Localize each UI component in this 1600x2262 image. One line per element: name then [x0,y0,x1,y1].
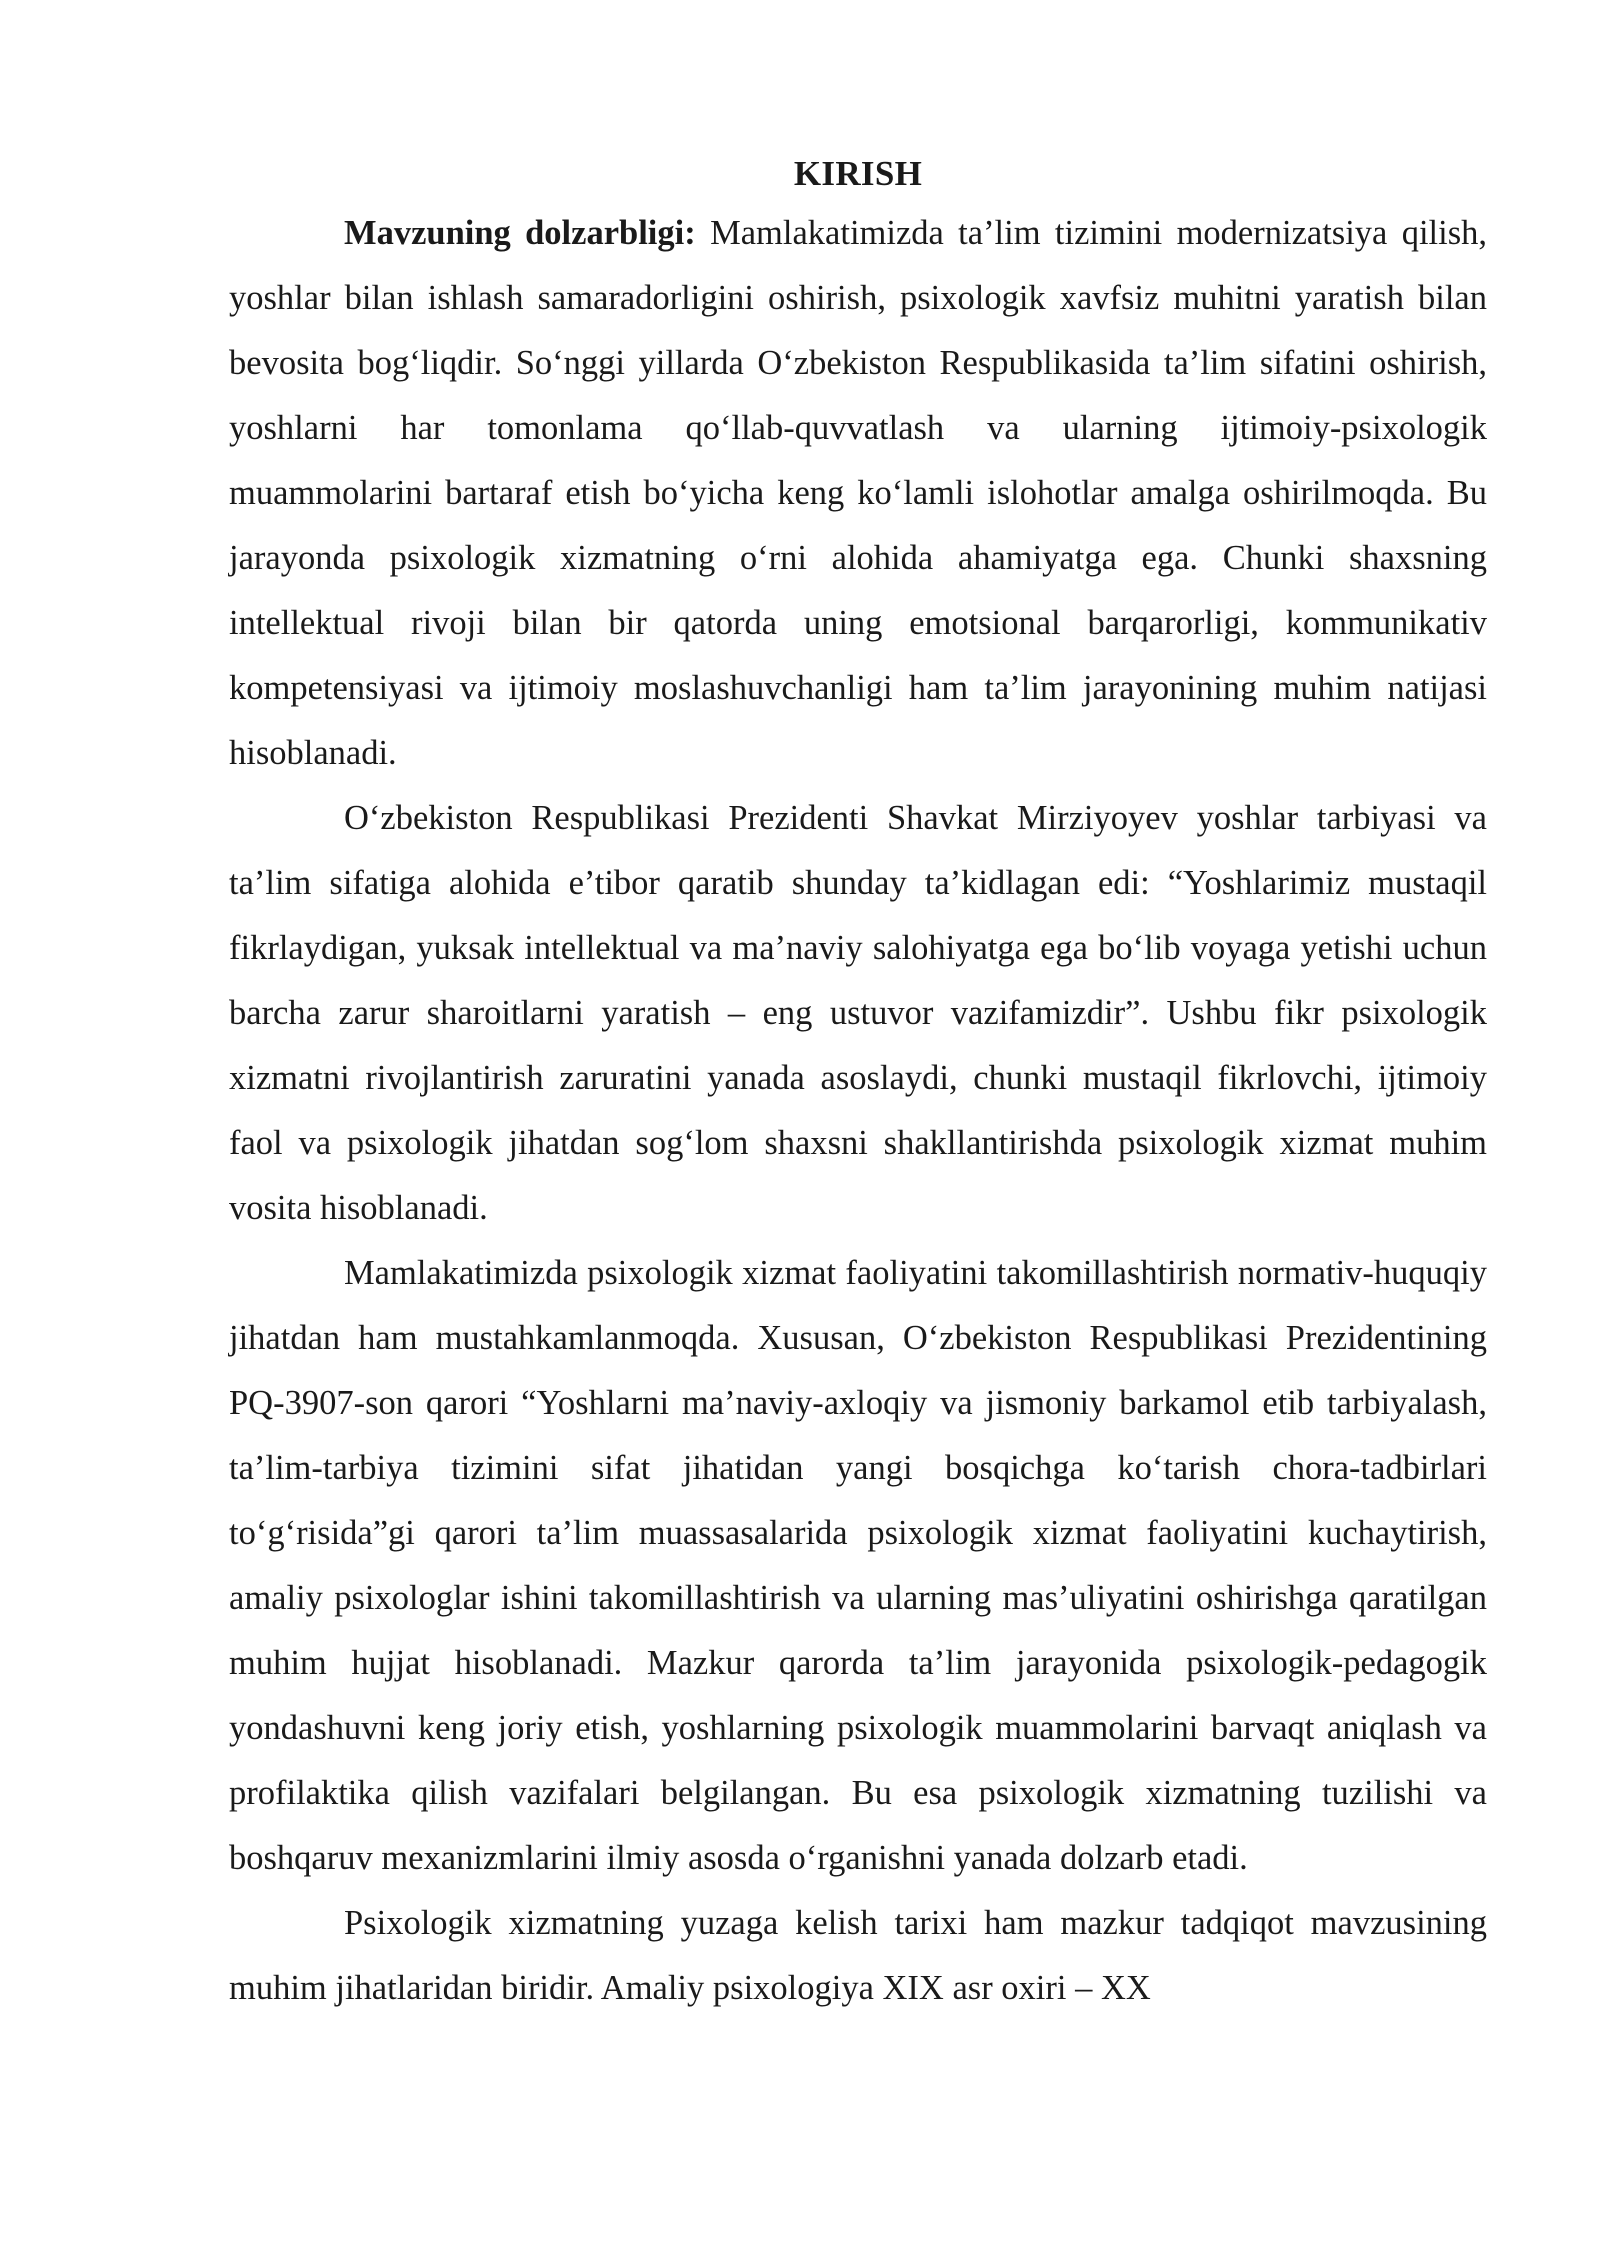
section-heading: KIRISH [793,154,923,193]
paragraph-lead: Mavzuning dolzarbligi: [344,214,696,252]
paragraph-president-quote [229,786,1487,1241]
paragraph-text: O‘zbekiston Respublikasi Prezidenti Shavkat Mirziyoyev yoshlar tarbiyasi va ta’lim sifatiga alohida e’tibor qaratib shunday ta’kidlagan edi: “Yoshlarimiz mustaqil fikrlaydigan, yuksak intellektual va ma’naviy salohiyatga ega bo‘lib voyaga yetishi uchun barcha zarur sharoitlarni yaratish – eng ustuvor vazifamizdir”. Ushbu fikr psixologik xizmatni rivojlantirish zaruratini yanada asoslaydi, chunki mustaqil fikrlovchi, ijtimoiy faol va psixologik jihatdan sog‘lom shaxsni shakllantirishda psixologik xizmat muhim vosita hisoblanadi. [229,799,1487,1227]
paragraph-text: Mamlakatimizda ta’lim tizimini modernizatsiya qilish, yoshlar bilan ishlash samaradorligini oshirish, psixologik xavfsiz muhitni yaratish bilan bevosita bog‘liqdir. So‘nggi yillarda O‘zbekiston Respublikasida ta’lim sifatini oshirish, yoshlarni har tomonlama qo‘llab-quvvatlash va ularning ijtimoiy-psixologik muammolarini bartaraf etish bo‘yicha keng ko‘lamli islohotlar amalga oshirilmoqda. Bu jarayonda psixologik xizmatning o‘rni alohida ahamiyatga ega. Chunki shaxsning intellektual rivoji bilan bir qatorda uning emotsional barqarorligi, kommunikativ kompetensiyasi va ijtimoiy moslashuvchanligi ham ta’lim jarayonining muhim natijasi hisoblanadi. [229,214,1488,772]
paragraph-text: Mamlakatimizda psixologik xizmat faoliyatini takomillashtirish normativ-huquqiy jihatdan ham mustahkamlanmoqda. Xususan, O‘zbekiston Respublikasi Prezidentining PQ-3907-son qarori “Yoshlarni ma’naviy-axloqiy va jismoniy barkamol etib tarbiyalash, ta’lim-tarbiya tizimini sifat jihatidan yangi bosqichga ko‘tarish chora-tadbirlari to‘g‘risida”gi qarori ta’lim muassasalarida psixologik xizmat faoliyatini kuchaytirish, amaliy psixologlar ishini takomillashtirish va ularning mas’uliyatini oshirishga qaratilgan muhim hujjat hisoblanadi. Mazkur qarorda ta’lim jarayonida psixologik-pedagogik yondashuvni keng joriy etish, yoshlarning psixologik muammolarini barvaqt aniqlash va profilaktika qilish vazifalari belgilangan. Bu esa psixologik xizmatning tuzilishi va boshqaruv mexanizmlarini ilmiy asosda o‘rganishni yanada dolzarb etadi. [229,1254,1487,1877]
paragraph-text: Psixologik xizmatning yuzaga kelish tarixi ham mazkur tadqiqot mavzusining muhim jihatlaridan biridir. Amaliy psixologiya XIX asr oxiri – XX [229,1904,1487,2007]
paragraph-relevance [229,201,1487,786]
document-page [229,148,1487,2021]
paragraph-legal-basis [229,1241,1487,1891]
paragraph-history [229,1891,1487,2021]
